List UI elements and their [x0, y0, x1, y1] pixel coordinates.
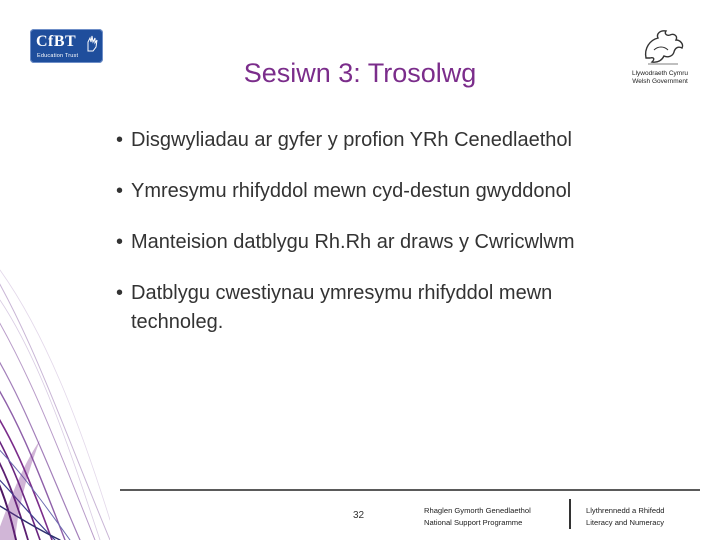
literacy-welsh: Llythrennedd a Rhifedd: [586, 506, 665, 515]
bullet-dot: •: [116, 231, 124, 253]
bullet-dot: •: [116, 282, 124, 304]
welsh-gov-line-1: Llywodraeth Cymru: [632, 70, 688, 77]
welsh-government-text: [630, 70, 690, 86]
welsh-gov-line-2: Welsh Government: [632, 78, 688, 85]
bullet-dot: •: [116, 129, 124, 151]
decorative-swoosh-lines: [0, 0, 110, 540]
bullet-item: [116, 279, 596, 337]
cfbt-logo-text: CfBT: [36, 33, 77, 50]
cfbt-logo: [30, 29, 103, 63]
slide-title: Sesiwn 3: Trosolwg: [243, 58, 477, 88]
bullet-text: Disgwyliadau ar gyfer y profion YRh Cenedlaethol: [131, 129, 572, 151]
bullet-text: Ymresymu rhifyddol mewn cyd-destun gwyddonol: [131, 180, 572, 202]
footer-divider-line: [120, 489, 700, 491]
bullet-text: Manteision datblygu Rh.Rh ar draws y Cwricwlwm: [131, 231, 575, 253]
programme-english: National Support Programme: [424, 518, 523, 527]
page-number: 32: [353, 510, 365, 521]
bullet-list: [116, 126, 596, 359]
footer-literacy-text: [586, 505, 706, 529]
bullet-dot: •: [116, 180, 124, 202]
welsh-government-logo: [630, 28, 690, 90]
footer-vertical-divider: [569, 499, 571, 529]
literacy-english: Literacy and Numeracy: [586, 518, 665, 527]
welsh-government-dragon-logo: [640, 28, 686, 66]
bullet-item: [116, 228, 596, 257]
bullet-item: [116, 177, 596, 206]
bullet-item: [116, 126, 596, 155]
footer-programme-text: [424, 505, 574, 529]
bullet-text: Datblygu cwestiynau ymresymu rhifyddol mewn technoleg.: [131, 282, 553, 333]
cfbt-hand-icon: [85, 34, 99, 52]
cfbt-logo-subtext: Education Trust: [37, 53, 79, 59]
programme-welsh: Rhaglen Gymorth Genedlaethol: [424, 506, 531, 515]
